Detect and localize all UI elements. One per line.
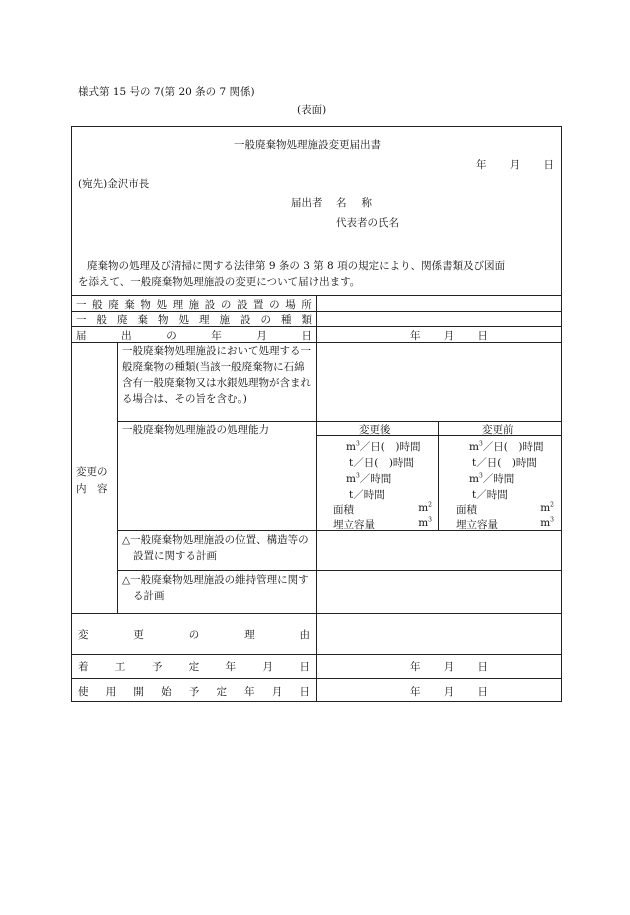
addressee: (宛先)金沢市長 xyxy=(78,178,150,190)
after-cap-4: t／時間 xyxy=(349,489,385,501)
notify-date-label: 届 出 の 年 月 日 xyxy=(76,330,312,342)
after-cap-3: $m^3/$時間 xyxy=(346,472,392,485)
representative-label: 代表者の氏名 xyxy=(336,217,399,229)
change-label-line1: 変更の xyxy=(76,466,108,478)
form-title: 一般廃棄物処理施設変更届出書 xyxy=(234,139,381,151)
reason-label: 変 更 の 理 由 xyxy=(78,629,310,641)
start-use-value: 年 月 日 xyxy=(410,686,488,698)
start-use-label: 使 用 開 始 予 定 年 月 日 xyxy=(78,686,310,698)
after-cap-2: t／日( )時間 xyxy=(349,457,414,469)
side-label: (表面) xyxy=(297,104,327,116)
start-work-label: 着 工 予 定 年 月 日 xyxy=(78,661,310,673)
applicant-label: 届出者 xyxy=(291,197,323,209)
after-cap-1: $m^3/$日( )時間 xyxy=(346,440,421,453)
before-header: 変更前 xyxy=(482,424,514,436)
start-work-value: 年 月 日 xyxy=(410,661,488,673)
after-landfill: 埋立容量 $m^3$ xyxy=(333,516,432,531)
applicant-name-label: 名 称 xyxy=(336,197,372,209)
capacity-label: 一般廃棄物処理施設の処理能力 xyxy=(122,424,269,436)
type-label: 一 般 廃 棄 物 処 理 施 設 の 種 類 xyxy=(76,314,312,326)
form-number: 様式第 15 号の 7(第 20 条の 7 関係) xyxy=(78,86,255,98)
change-label-line2: 内 容 xyxy=(76,483,108,495)
before-area: 面積 $m^2$ xyxy=(456,501,554,516)
body-text-line2: を添えて、一般廃棄物処理施設の変更について届け出ます。 xyxy=(78,276,361,288)
after-header: 変更後 xyxy=(359,424,391,436)
body-text-line1: 廃棄物の処理及び清掃に関する法律第 9 条の 3 第 8 項の規定により、関係書類及び図面 xyxy=(87,260,506,272)
position-plan-label: △一般廃棄物処理施設の位置、構造等の設置に関する計画 xyxy=(122,534,309,562)
before-cap-2: t／日( )時間 xyxy=(472,457,537,469)
location-label: 一 般 廃 棄 物 処 理 施 設 の 設 置 の 場 所 xyxy=(76,299,312,311)
waste-kinds-label: 一般廃棄物処理施設において処理する一般廃棄物の種類(当該一般廃棄物に石綿含有一般廃棄物又は水銀処理物が含まれる場合は、その旨を含む。) xyxy=(122,345,311,405)
notify-date-value: 年 月 日 xyxy=(410,330,488,342)
after-area: 面積 $m^2$ xyxy=(333,501,432,516)
before-landfill: 埋立容量 $m^3$ xyxy=(456,516,554,531)
before-cap-4: t／時間 xyxy=(472,489,508,501)
date-line: 年 月 日 xyxy=(476,159,554,171)
before-cap-3: $m^3/$時間 xyxy=(469,472,515,485)
before-cap-1: $m^3/$日( )時間 xyxy=(469,440,544,453)
maintenance-plan-label: △一般廃棄物処理施設の維持管理に関する計画 xyxy=(122,574,309,602)
